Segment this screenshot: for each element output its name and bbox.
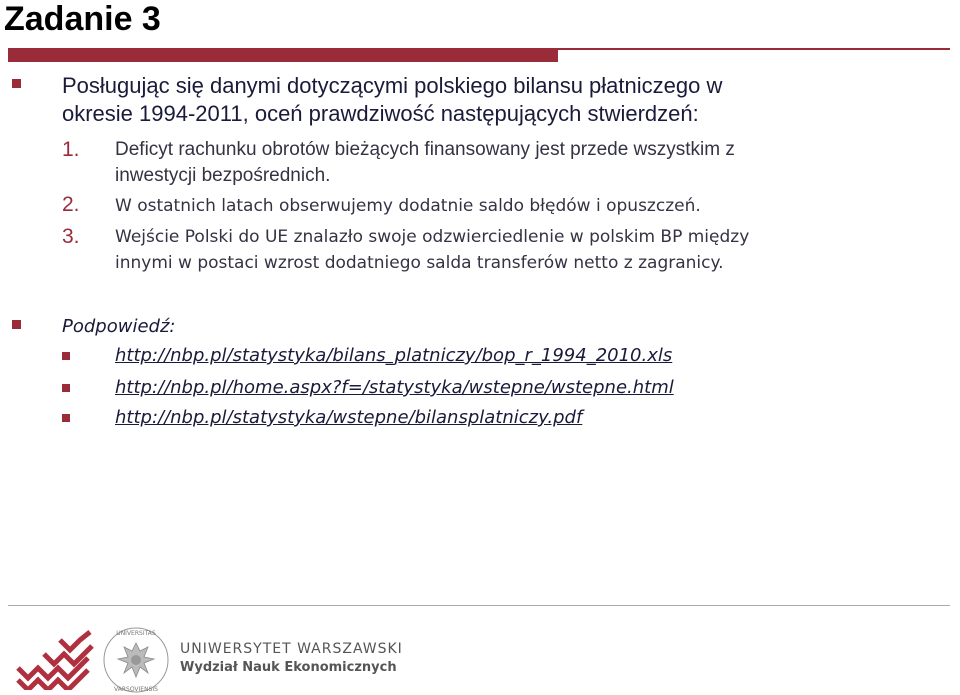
statement-1-line-2: inwestycji bezpośrednich.: [115, 165, 331, 186]
title-rule-thick: [8, 48, 558, 62]
statement-1-number: 1.: [62, 138, 80, 161]
answer-link-1[interactable]: http://nbp.pl/statystyka/bilans_platniczy/bop_r_1994_2010.xls: [115, 345, 673, 366]
bullet-icon: [62, 352, 70, 360]
statement-3-line-2: innymi w postaci wzrost dodatniego salda transferów netto z zagranicy.: [115, 253, 724, 273]
wne-logo-mark-icon: [14, 628, 94, 690]
page-title: Zadanie 3: [4, 0, 161, 38]
faculty-name: Wydział Nauk Ekonomicznych: [180, 660, 397, 675]
bullet-icon: [12, 79, 21, 88]
bullet-icon: [12, 320, 21, 329]
statement-2-number: 2.: [62, 193, 80, 216]
bullet-icon: [62, 414, 70, 422]
footer-divider: [8, 605, 950, 606]
answer-link-3[interactable]: http://nbp.pl/statystyka/wstepne/bilansplatniczy.pdf: [115, 407, 583, 428]
intro-line-2: okresie 1994-2011, oceń prawdziwość następujących stwierdzeń:: [62, 101, 699, 126]
university-name: UNIWERSYTET WARSZAWSKI: [180, 641, 403, 657]
intro-line-1: Posługując się danymi dotyczącymi polskiego bilansu płatniczego w: [62, 73, 723, 98]
statement-3-number: 3.: [62, 225, 80, 248]
answer-link-2[interactable]: http://nbp.pl/home.aspx?f=/statystyka/wstepne/wstepne.html: [115, 377, 674, 398]
statement-2-line-1: W ostatnich latach obserwujemy dodatnie saldo błędów i opuszczeń.: [115, 196, 701, 216]
answer-label: Podpowiedź:: [62, 316, 176, 337]
title-rule-thin: [558, 48, 950, 50]
seal-bottom-text: VARSOVIENSIS: [114, 686, 158, 693]
university-seal-icon: [100, 625, 172, 695]
seal-top-text: UNIVERSITAS: [116, 630, 156, 637]
bullet-icon: [62, 384, 70, 392]
statement-1-line-1: Deficyt rachunku obrotów bieżących finansowany jest przede wszystkim z: [115, 139, 735, 160]
statement-3-line-1: Wejście Polski do UE znalazło swoje odzwierciedlenie w polskim BP między: [115, 227, 750, 247]
